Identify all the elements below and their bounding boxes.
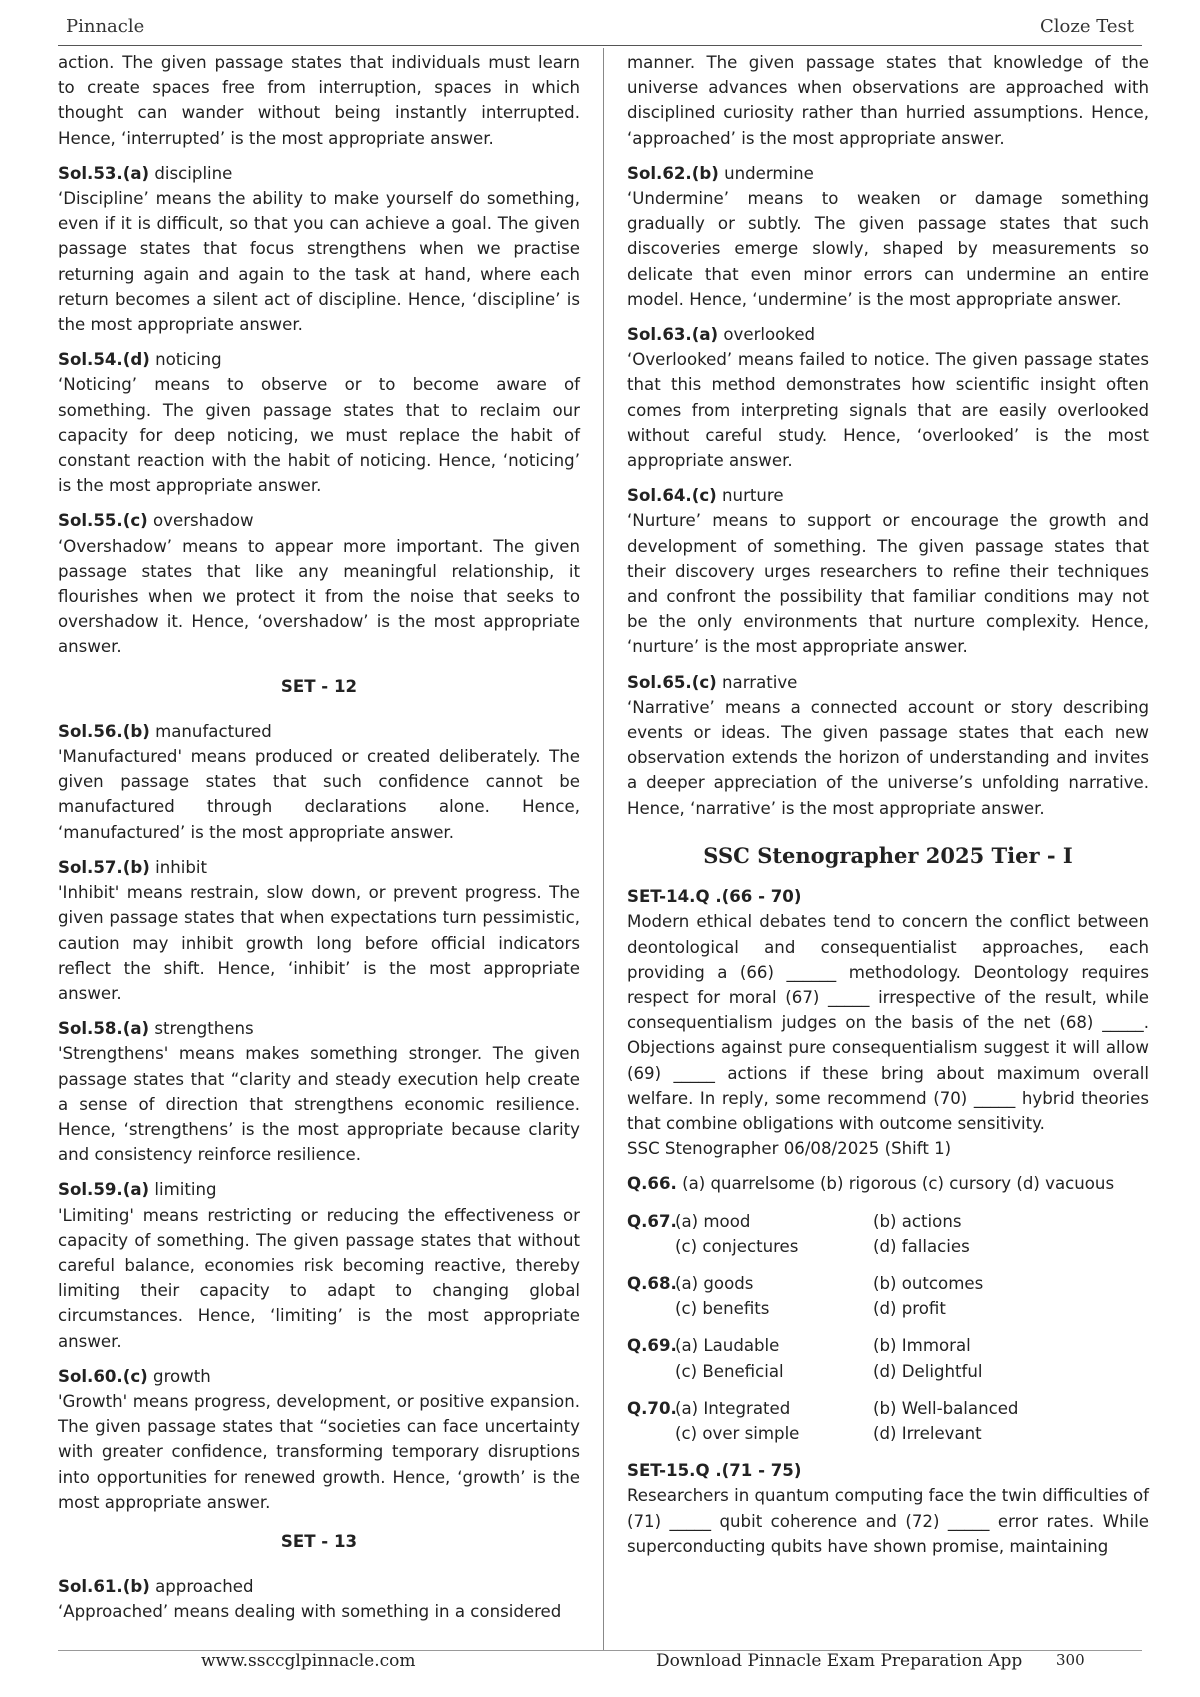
option-a: (a) Integrated xyxy=(675,1398,791,1418)
option-c: (c) conjectures xyxy=(675,1236,799,1256)
solution-59 xyxy=(58,1177,580,1353)
solution-text: 'Inhibit' means restrain, slow down, or prevent progress. The given passage states that when expectations turn pessimistic, caution may inhibit growth long before official indicators reflect the shift. Hence, ‘inhibit’ is the most appropriate answer. xyxy=(58,883,580,1003)
solution-62 xyxy=(627,161,1149,312)
solution-53 xyxy=(58,161,580,337)
solution-label: Sol.62.(b) xyxy=(627,163,719,183)
footer-website: www.ssccglpinnacle.com xyxy=(201,1651,416,1671)
solution-answer: strengthens xyxy=(154,1019,254,1039)
set-heading: SET - 13 xyxy=(280,1531,358,1551)
option-c: (c) benefits xyxy=(675,1299,770,1319)
solution-answer: growth xyxy=(153,1366,211,1386)
solution-answer: overlooked xyxy=(723,325,816,345)
exam-title: SSC Stenographer 2025 Tier - I xyxy=(703,842,1073,868)
solution-text: 'Growth' means progress, development, or positive expansion. The given passage states that “societies can face uncertainty with greater confidence, transforming temporary disruptions into opportunities for renewed growth. Hence, ‘growth’ is the most appropriate answer. xyxy=(58,1391,580,1512)
solution-text: ‘Nurture’ means to support or encourage the growth and development of something. The given passage states that their discovery urges researchers to refine their techniques and confront the possibility that familiar conditions may not be the only environments that nurture complexity. Hence, ‘nurture’ is the most appropriate answer. xyxy=(627,511,1149,657)
solution-label: Sol.55.(c) xyxy=(58,511,148,531)
right-column xyxy=(627,50,1149,1569)
solution-text: 'Manufactured' means produced or created deliberately. The given passage states that such confidence cannot be manufactured through declarations alone. Hence, ‘manufactured’ is the most appropriate answer. xyxy=(58,747,580,842)
solution-label: Sol.53.(a) xyxy=(58,163,150,183)
option-b: (b) outcomes xyxy=(873,1273,984,1293)
page-number: 300 xyxy=(1056,1651,1085,1669)
solution-63 xyxy=(627,322,1149,473)
option-b: (b) actions xyxy=(873,1211,962,1231)
solution-label: Sol.56.(b) xyxy=(58,721,150,741)
solution-answer: discipline xyxy=(154,163,233,183)
solution-answer: manufactured xyxy=(155,721,272,741)
solution-text: 'Limiting' means restricting or reducing the effectiveness or capacity of something. The given passage states that without careful balance, economies risk becoming reactive, thereby limiting their capacity to adapt to changing global circumstances. Hence, ‘limiting’ is the most appropriate answer. xyxy=(58,1205,580,1351)
solution-text: 'Strengthens' means makes something stronger. The given passage states that “clarity and steady execution help create a sense of direction that strengthens economic resilience. Hence, ‘strengthens’ is the most appropriate because clarity and consistency reinforce resilience. xyxy=(58,1044,580,1165)
solution-answer: noticing xyxy=(155,350,222,370)
solution-text: ‘Overshadow’ means to appear more important. The given passage states that like any meaningful relationship, it flourishes when we protect it from the noise that seeks to overshadow it. Hence, ‘overshadow’ is the most appropriate answer. xyxy=(58,536,580,657)
option-b: (b) Well-balanced xyxy=(873,1398,1019,1418)
set-14-heading: SET-14.Q .(66 - 70) xyxy=(627,887,802,907)
solution-55 xyxy=(58,508,580,659)
solution-text: ‘Approached’ means dealing with something in a considered xyxy=(58,1602,562,1622)
solution-label: Sol.60.(c) xyxy=(58,1366,148,1386)
question-70 xyxy=(627,1396,1149,1446)
page-footer xyxy=(66,1651,1134,1675)
question-number: Q.67. xyxy=(627,1211,677,1231)
option-d: (d) fallacies xyxy=(873,1236,970,1256)
solution-label: Sol.65.(c) xyxy=(627,672,717,692)
solution-57 xyxy=(58,855,580,1006)
question-number: Q.68. xyxy=(627,1273,677,1293)
exam-source: SSC Stenographer 06/08/2025 (Shift 1) xyxy=(627,1139,952,1159)
set-15-heading: SET-15.Q .(71 - 75) xyxy=(627,1461,802,1481)
solution-label: Sol.61.(b) xyxy=(58,1577,150,1597)
solution-answer: limiting xyxy=(154,1180,217,1200)
solution-text: ‘Overlooked’ means failed to notice. The given passage states that this method demonstrates how scientific insight often comes from interpreting signals that are easily overlooked without careful study. Hence, ‘overlooked’ is the most appropriate answer. xyxy=(627,350,1149,471)
continued-paragraph: manner. The given passage states that knowledge of the universe advances when observations are approached with disciplined curiosity rather than hurried assumptions. Hence, ‘approached’ is the most appropriate answer. xyxy=(627,53,1149,148)
solution-65 xyxy=(627,670,1149,821)
cloze-passage: Researchers in quantum computing face the twin difficulties of (71) _____ qubit coherence and (72) _____ error rates. While superconducting qubits have shown promise, maintaining xyxy=(627,1486,1149,1556)
solution-answer: inhibit xyxy=(155,857,207,877)
question-66 xyxy=(627,1171,1149,1196)
question-69 xyxy=(627,1333,1149,1383)
left-column xyxy=(58,50,580,1635)
option-b: (b) Immoral xyxy=(873,1336,971,1356)
option-a: (a) Laudable xyxy=(675,1336,780,1356)
continued-paragraph: action. The given passage states that individuals must learn to create spaces free from interruption, spaces in which thought can wander without being instantly interrupted. Hence, ‘interrupted’ is the most appropriate answer. xyxy=(58,53,580,148)
option-d: (d) profit xyxy=(873,1299,946,1319)
option-a: (a) goods xyxy=(675,1273,754,1293)
solution-answer: undermine xyxy=(724,163,814,183)
solution-54 xyxy=(58,347,580,498)
solution-58 xyxy=(58,1016,580,1167)
header-brand: Pinnacle xyxy=(66,16,145,37)
option-d: (d) Irrelevant xyxy=(873,1423,982,1443)
option-d: (d) Delightful xyxy=(873,1361,983,1381)
solution-61 xyxy=(58,1574,580,1624)
solution-answer: nurture xyxy=(722,486,784,506)
set-14-passage-block xyxy=(627,884,1149,1161)
solution-text: ‘Discipline’ means the ability to make yourself do something, even if it is difficult, so that you can achieve a goal. The given passage states that focus strengthens when we practise returning again and again to the task at hand, where each return becomes a silent act of discipline. Hence, ‘discipline’ is the most appropriate answer. xyxy=(58,189,580,335)
question-67 xyxy=(627,1209,1149,1259)
question-number: Q.69. xyxy=(627,1336,677,1356)
solution-answer: narrative xyxy=(722,672,798,692)
solution-label: Sol.64.(c) xyxy=(627,486,717,506)
solution-60 xyxy=(58,1364,580,1515)
set-heading: SET - 12 xyxy=(280,676,358,696)
footer-app-promo: Download Pinnacle Exam Preparation App xyxy=(656,1651,1023,1671)
question-number: Q.70. xyxy=(627,1398,677,1418)
solution-label: Sol.59.(a) xyxy=(58,1180,150,1200)
solution-label: Sol.57.(b) xyxy=(58,857,150,877)
question-68 xyxy=(627,1271,1149,1321)
solution-label: Sol.63.(a) xyxy=(627,325,719,345)
header-section-title: Cloze Test xyxy=(1040,16,1134,37)
solution-label: Sol.58.(a) xyxy=(58,1019,150,1039)
solution-56 xyxy=(58,719,580,845)
set-15-passage-block xyxy=(627,1458,1149,1559)
header-rule xyxy=(58,45,1142,46)
solution-text: ‘Undermine’ means to weaken or damage something gradually or subtly. The given passage states that such discoveries emerge slowly, shaped by measurements so delicate that even minor errors can undermine an entire model. Hence, ‘undermine’ is the most appropriate answer. xyxy=(627,189,1149,309)
solution-64 xyxy=(627,483,1149,659)
solution-answer: approached xyxy=(155,1577,254,1597)
page-header xyxy=(66,16,1134,46)
column-divider xyxy=(603,48,604,1651)
solution-text: ‘Narrative’ means a connected account or story describing events or ideas. The given passage states that each new observation extends the horizon of understanding and invites a deeper appreciation of the universe’s unfolding narrative. Hence, ‘narrative’ is the most appropriate answer. xyxy=(627,697,1149,818)
cloze-passage: Modern ethical debates tend to concern the conflict between deontological and consequentialist approaches, each providing a (66) ______ methodology. Deontology requires respect for moral (67) _____ irrespective of the result, while consequentialism judges on the basis of the net (68) _____. Objections against pure consequentialism suggest it will allow (69) _____ actions if these bring about maximum overall welfare. In reply, some recommend (70) _____ hybrid theories that combine obligations with outcome sensitivity. xyxy=(627,912,1149,1133)
solution-answer: overshadow xyxy=(153,511,254,531)
question-number: Q.66. xyxy=(627,1174,677,1194)
solution-text: ‘Noticing’ means to observe or to become aware of something. The given passage states that to reclaim our capacity for deep noticing, we must replace the habit of constant reaction with the habit of noticing. Hence, ‘noticing’ is the most appropriate answer. xyxy=(58,375,580,496)
option-a: (a) mood xyxy=(675,1211,751,1231)
option-c: (c) Beneficial xyxy=(675,1361,784,1381)
question-options: (a) quarrelsome (b) rigorous (c) cursory (d) vacuous xyxy=(682,1174,1115,1194)
option-c: (c) over simple xyxy=(675,1423,800,1443)
solution-label: Sol.54.(d) xyxy=(58,350,150,370)
